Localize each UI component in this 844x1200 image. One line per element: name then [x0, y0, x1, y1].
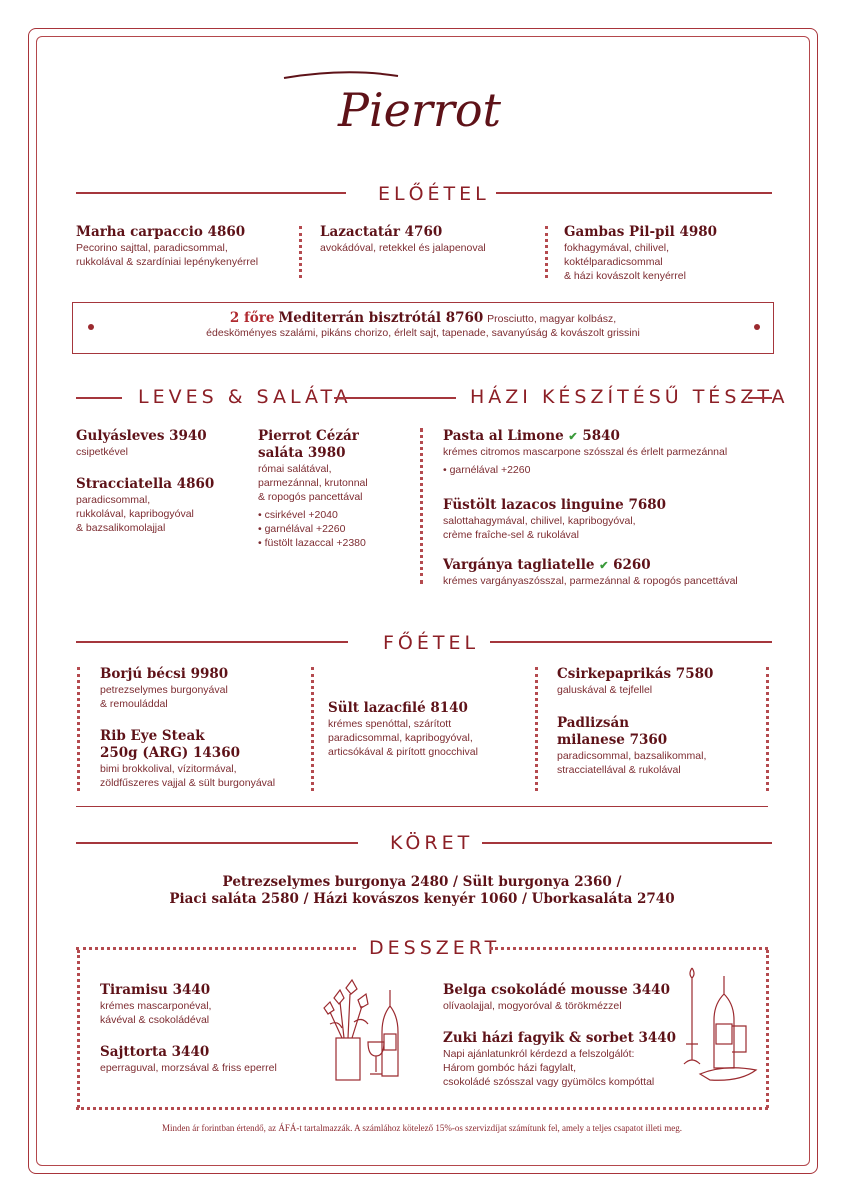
- divider-dots: [311, 667, 314, 791]
- item-desc: krémes vargányaszósszal, parmezánnal & ropogós pancettával: [443, 575, 738, 587]
- item-name: Pierrot Cézár: [258, 428, 359, 444]
- section-title-teszta: HÁZI KÉSZÍTÉSŰ TÉSZTA: [470, 386, 789, 408]
- item-name: Borjú bécsi 9980: [100, 666, 229, 682]
- teszta-rule-right: [748, 397, 772, 399]
- divider-dots: [420, 428, 423, 584]
- candle-bottle-illustration-icon: [680, 964, 764, 1088]
- item-name: Belga csokoládé mousse 3440: [443, 982, 670, 998]
- item-name: Padlizsán: [557, 715, 630, 731]
- eloetel-rule-left: [76, 192, 346, 194]
- item-desc: krémes mascarponéval, kávéval & csokoládéval: [100, 1000, 212, 1026]
- item-price: 5840: [582, 428, 620, 444]
- desszert-dots-right: [766, 950, 769, 1108]
- item-name: Sajttorta 3440: [100, 1044, 210, 1060]
- item-name: Vargánya tagliatelle: [443, 557, 595, 573]
- item-extra: • csirkével +2040: [258, 509, 338, 521]
- bistro-box: [72, 302, 774, 354]
- flowers-wine-illustration-icon: [318, 972, 418, 1084]
- menu-item: [100, 666, 228, 711]
- desszert-dots-left: [77, 950, 80, 1108]
- section-title-eloetel: ELŐÉTEL: [378, 183, 490, 205]
- menu-item: [443, 557, 738, 588]
- item-name-2: 250g (ARG) 14360: [100, 745, 240, 761]
- item-desc: Napi ajánlatunkról kérdezd a felszolgálót: Három gombóc házi fagylalt, csokoládé szósszal vagy gyümölcs kompóttal: [443, 1048, 655, 1088]
- bistro-dot-right: [754, 324, 760, 330]
- item-desc: petrezselymes burgonyával & remouláddal: [100, 684, 228, 710]
- footer-note: Minden ár forintban értendő, az ÁFÁ-t tartalmazzák. A számlához kötelező 15%-os szervizdíjat számítunk fel, amely a teljes csapatot illeti meg.: [161, 1123, 683, 1133]
- divider-dots: [535, 667, 538, 791]
- item-desc: Pecorino sajttal, paradicsommal, rukkolával & szardíniai lepénykenyérrel: [76, 242, 259, 268]
- item-name: Gulyásleves 3940: [76, 428, 207, 444]
- item-name-2: saláta 3980: [258, 445, 346, 461]
- menu-item: [100, 982, 211, 1027]
- item-name: Pasta al Limone: [443, 428, 564, 444]
- pierrot-logo: [280, 64, 520, 144]
- vegetarian-check-icon: ✔: [599, 559, 609, 572]
- item-name: Tiramisu 3440: [100, 982, 211, 998]
- koret-line-1: Petrezselymes burgonya 2480 / Sült burgonya 2360 /: [222, 874, 622, 890]
- section-title-koret: KÖRET: [390, 832, 474, 854]
- divider-dots: [545, 226, 548, 278]
- desszert-dots-top-left: [76, 947, 356, 950]
- leves-rule-left: [76, 397, 122, 399]
- item-name: Gambas Pil-pil 4980: [564, 224, 718, 240]
- item-desc: olívaolajjal, mogyoróval & törökmézzel: [443, 1000, 622, 1012]
- item-desc: salottahagymával, chilivel, kapribogyóval, crème fraîche-sel & rukolával: [443, 515, 636, 541]
- item-extra: • garnélával +2260: [443, 464, 531, 476]
- item-name: Stracciatella 4860: [76, 476, 215, 492]
- item-desc: avokádóval, retekkel és jalapenoval: [320, 242, 486, 254]
- foetel-rule-right: [490, 641, 772, 643]
- foetel-rule-left: [76, 641, 348, 643]
- menu-item: [557, 666, 713, 697]
- koret-line-2: Piaci saláta 2580 / Házi kovászos kenyér 1060 / Uborkasaláta 2740: [169, 891, 675, 907]
- item-desc: fokhagymával, chilivel, koktélparadicsommal & házi kovászolt kenyérrel: [564, 242, 686, 282]
- divider-dots: [299, 226, 302, 278]
- divider-dots: [77, 667, 80, 791]
- bistro-dot-left: [88, 324, 94, 330]
- item-desc: krémes citromos mascarpone szósszal és érlelt parmezánnal: [443, 446, 728, 458]
- bistro-desc-1: Prosciutto, magyar kolbász,: [487, 313, 617, 325]
- menu-item: [100, 728, 275, 790]
- item-name: Marha carpaccio 4860: [76, 224, 246, 240]
- section-title-foetel: FŐÉTEL: [383, 632, 480, 654]
- foetel-bottom-rule: [76, 806, 768, 807]
- menu-item: [100, 1044, 277, 1075]
- bistro-desc-2: édesköményes szalámi, pikáns chorizo, érlelt sajt, tapenade, savanyúság & kovászolt grissini: [206, 327, 640, 339]
- menu-item: [320, 224, 486, 255]
- item-extra: • garnélával +2260: [258, 523, 346, 535]
- item-desc: paradicsommal, rukkolával, kapribogyóval & bazsalikomolajjal: [76, 494, 194, 534]
- divider-dots: [766, 667, 769, 791]
- item-extra: • füstölt lazaccal +2380: [258, 537, 366, 549]
- item-name: Sült lazacfilé 8140: [328, 700, 468, 716]
- leves-rule-right: [334, 397, 456, 399]
- section-title-desszert: DESSZERT: [369, 937, 501, 959]
- item-price: 6260: [613, 557, 651, 573]
- item-desc: bimi brokkolival, vízitormával, zöldfűszeres vajjal & sült burgonyával: [100, 763, 276, 789]
- desszert-dots-top-right: [490, 947, 768, 950]
- menu-item: [557, 715, 706, 777]
- item-name: Csirkepaprikás 7580: [557, 666, 714, 682]
- menu-item: [564, 224, 717, 283]
- section-title-leves: LEVES & SALÁTA: [138, 386, 352, 408]
- item-desc: krémes spenóttal, szárított paradicsommal, kapribogyóval, articsókával & pirított gnocchival: [328, 718, 478, 758]
- item-desc: eperraguval, morzsával & friss eperrel: [100, 1062, 277, 1074]
- item-desc: római salátával, parmezánnal, krutonnal & ropogós pancettával: [258, 463, 368, 503]
- item-desc: csipetkével: [76, 446, 128, 458]
- item-desc: galuskával & tejfellel: [557, 684, 653, 696]
- menu-item: [443, 497, 666, 542]
- desszert-dots-bottom: [76, 1107, 768, 1110]
- menu-item: [76, 428, 207, 459]
- menu-item: [443, 428, 727, 477]
- bistro-prefix: 2 főre: [229, 310, 275, 326]
- logo-text: Pierrot: [338, 83, 502, 137]
- menu-item: [443, 1030, 676, 1089]
- item-desc: paradicsommal, bazsalikommal, stracciatellával & rukolával: [557, 750, 707, 776]
- item-name: Lazactatár 4760: [320, 224, 443, 240]
- menu-item: [258, 428, 368, 550]
- koret-rule-right: [482, 842, 772, 844]
- menu-item: [328, 700, 478, 759]
- vegetarian-check-icon: ✔: [568, 430, 578, 443]
- menu-item: [443, 982, 670, 1013]
- item-name: Rib Eye Steak: [100, 728, 205, 744]
- koret-rule-left: [76, 842, 358, 844]
- item-name: Füstölt lazacos linguine 7680: [443, 497, 667, 513]
- menu-item: [76, 224, 258, 269]
- item-name: Zuki házi fagyik & sorbet 3440: [443, 1030, 677, 1046]
- item-name-2: milanese 7360: [557, 732, 668, 748]
- bistro-name: Mediterrán bisztrótál 8760: [278, 310, 484, 326]
- menu-item: [76, 476, 214, 535]
- eloetel-rule-right: [496, 192, 772, 194]
